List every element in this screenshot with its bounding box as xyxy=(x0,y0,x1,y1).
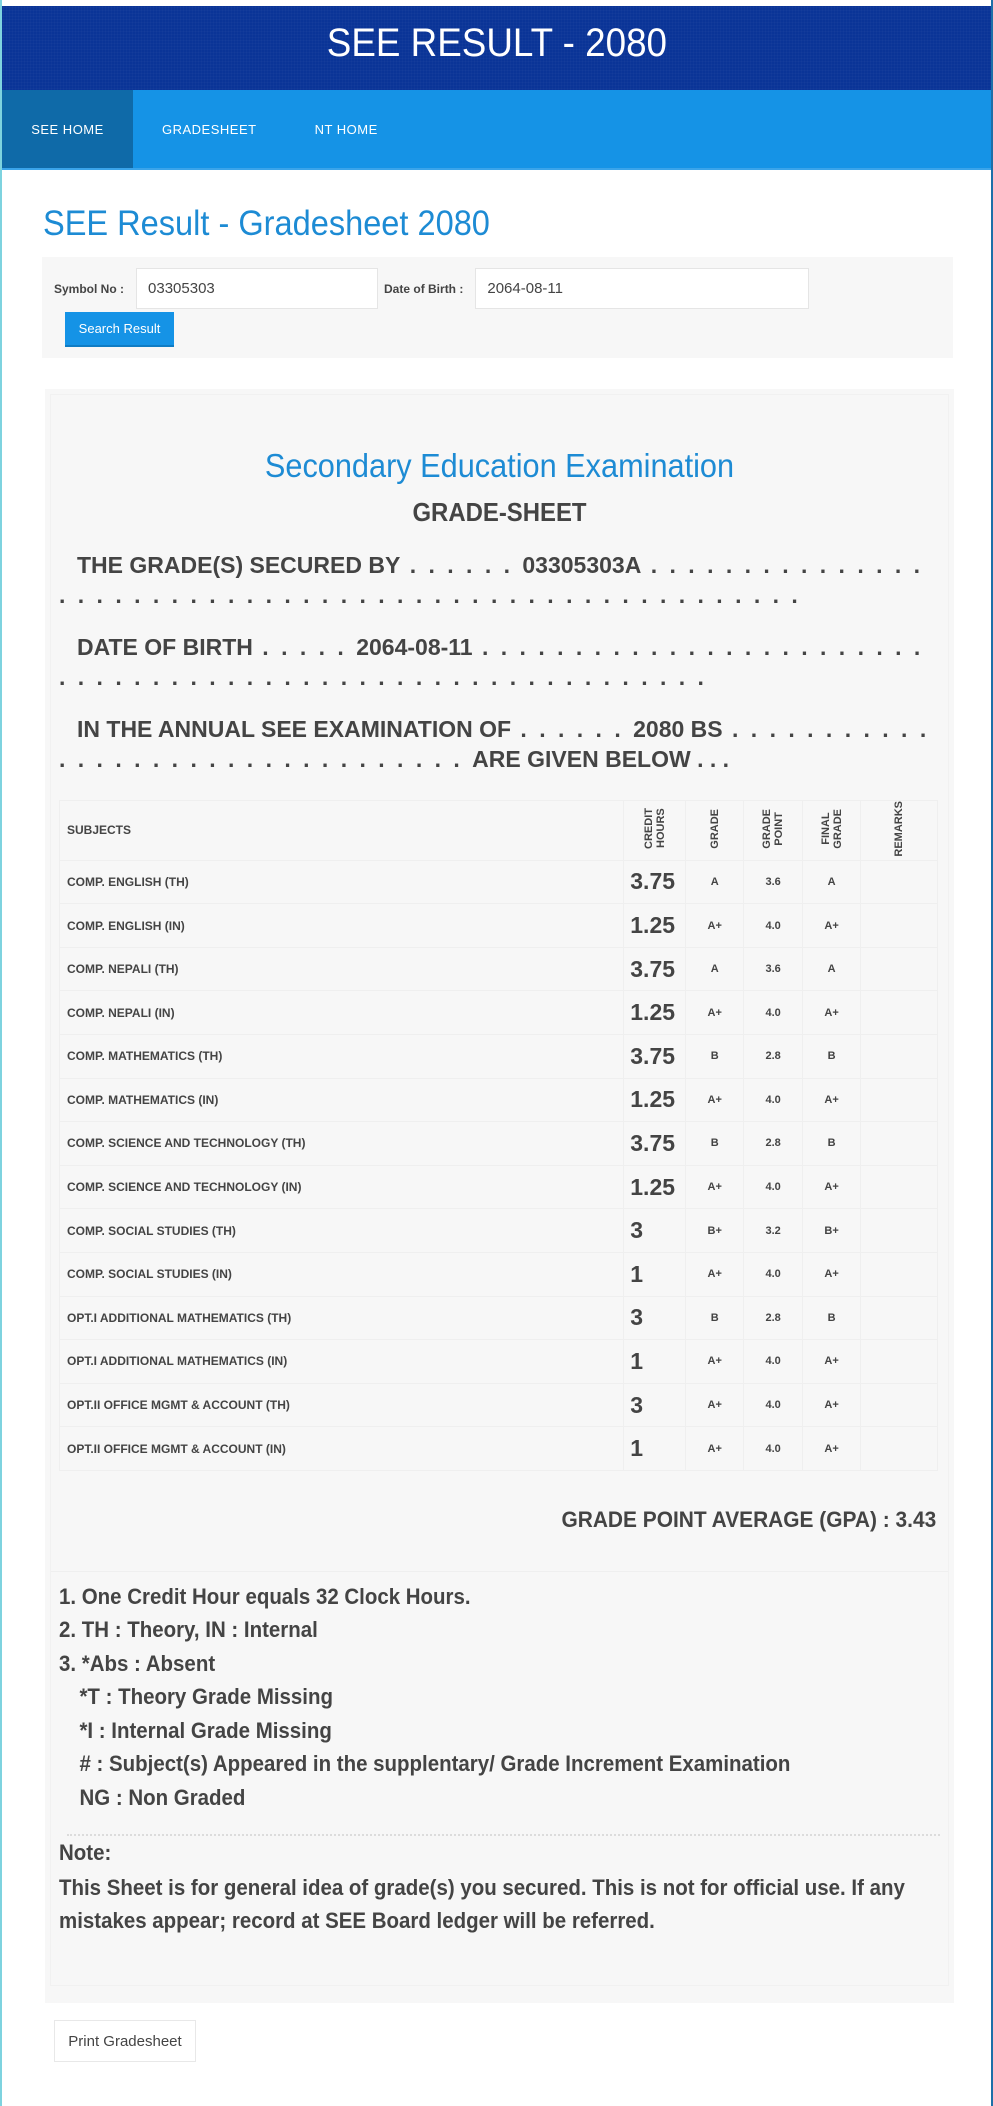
subject-cell: OPT.II OFFICE MGMT & ACCOUNT (TH) xyxy=(60,1383,624,1427)
subject-cell: COMP. NEPALI (TH) xyxy=(60,947,624,991)
legend-item: 2. TH : Theory, IN : Internal xyxy=(59,1617,318,1643)
grade-cell: B xyxy=(686,1035,744,1079)
grade-cell: A+ xyxy=(686,1252,744,1296)
table-row xyxy=(60,1296,938,1340)
credit-hours-cell: 3.75 xyxy=(624,947,686,991)
grade-point-cell: 2.8 xyxy=(744,1296,803,1340)
secured-by-value: 03305303A xyxy=(522,552,642,578)
credit-hours-cell: 3.75 xyxy=(624,1035,686,1079)
grade-point-cell: 2.8 xyxy=(744,1122,803,1166)
gpa-value: 3.43 xyxy=(895,1506,937,1532)
grade-point-cell: 4.0 xyxy=(744,1078,803,1122)
final-grade-cell: A+ xyxy=(803,1078,861,1122)
remarks-cell xyxy=(861,1165,938,1209)
grade-cell: A+ xyxy=(686,904,744,948)
subject-cell: COMP. MATHEMATICS (TH) xyxy=(60,1035,624,1079)
table-row xyxy=(60,1165,938,1209)
final-grade-cell: B xyxy=(803,1122,861,1166)
grade-point-cell: 2.8 xyxy=(744,1035,803,1079)
subject-cell: COMP. MATHEMATICS (IN) xyxy=(60,1078,624,1122)
credit-hours-cell: 3 xyxy=(624,1383,686,1427)
credit-hours-cell: 3 xyxy=(624,1209,686,1253)
legend-item: *I : Internal Grade Missing xyxy=(79,1717,332,1743)
remarks-cell xyxy=(861,1078,938,1122)
legend-divider xyxy=(51,1571,948,1572)
search-form xyxy=(42,257,953,358)
subject-cell: COMP. ENGLISH (IN) xyxy=(60,904,624,948)
nav-item-gradesheet[interactable]: GRADESHEET xyxy=(162,121,257,137)
note-heading: Note: xyxy=(59,1840,112,1866)
table-row xyxy=(60,860,938,904)
table-row xyxy=(60,1252,938,1296)
search-result-button[interactable]: Search Result xyxy=(65,312,174,347)
subject-cell: COMP. SOCIAL STUDIES (IN) xyxy=(60,1252,624,1296)
col-header-grade: GRADE xyxy=(686,801,744,861)
legend-item: 1. One Credit Hour equals 32 Clock Hours. xyxy=(59,1583,471,1609)
exam-statement-suffix: ARE GIVEN BELOW . . . xyxy=(472,746,730,772)
grade-point-cell: 3.6 xyxy=(744,860,803,904)
gpa-label: GRADE POINT AVERAGE (GPA) : xyxy=(561,1506,890,1532)
gradesheet-panel xyxy=(45,389,954,2003)
final-grade-cell: A xyxy=(803,947,861,991)
grade-point-cell: 3.6 xyxy=(744,947,803,991)
dob-statement: DATE OF BIRTH . . . . . 2064-08-11 . . . . . . . . . . . . . . . . . . . . . . . . . . . . . . . . . . . . . . . . . . . . . . . . . . . . . . . . . . . xyxy=(59,634,924,690)
remarks-cell xyxy=(861,1383,938,1427)
grades-table-body xyxy=(60,860,938,1470)
legend-item: *T : Theory Grade Missing xyxy=(79,1684,333,1710)
remarks-cell xyxy=(861,1252,938,1296)
subject-cell: OPT.I ADDITIONAL MATHEMATICS (TH) xyxy=(60,1296,624,1340)
symbol-no-input[interactable] xyxy=(136,268,378,309)
grade-point-cell: 4.0 xyxy=(744,1340,803,1384)
final-grade-cell: A+ xyxy=(803,1252,861,1296)
grade-cell: A+ xyxy=(686,1383,744,1427)
nav-item-see-home[interactable]: SEE HOME xyxy=(2,90,133,168)
main-navbar xyxy=(2,90,991,170)
credit-hours-cell: 3 xyxy=(624,1296,686,1340)
legend-item: NG : Non Graded xyxy=(79,1784,246,1810)
grade-cell: A xyxy=(686,947,744,991)
grade-cell: A+ xyxy=(686,1340,744,1384)
table-row xyxy=(60,1340,938,1384)
secured-by-label: THE GRADE(S) SECURED BY xyxy=(77,552,401,578)
subject-cell: OPT.I ADDITIONAL MATHEMATICS (IN) xyxy=(60,1340,624,1384)
nav-item-nt-home[interactable]: NT HOME xyxy=(314,121,378,137)
grade-point-cell: 4.0 xyxy=(744,1427,803,1471)
subject-cell: OPT.II OFFICE MGMT & ACCOUNT (IN) xyxy=(60,1427,624,1471)
grade-cell: A+ xyxy=(686,1427,744,1471)
gpa-summary xyxy=(103,1507,940,1533)
dob-statement-value: 2064-08-11 xyxy=(356,634,473,660)
exam-statement-value: 2080 BS xyxy=(633,716,723,742)
site-title: SEE RESULT - 2080 xyxy=(326,20,667,65)
credit-hours-cell: 1 xyxy=(624,1252,686,1296)
note-divider xyxy=(67,1834,940,1836)
final-grade-cell: B xyxy=(803,1296,861,1340)
remarks-cell xyxy=(861,1209,938,1253)
grades-table xyxy=(59,800,938,1471)
credit-hours-cell: 1 xyxy=(624,1427,686,1471)
grade-point-cell: 4.0 xyxy=(744,1252,803,1296)
credit-hours-cell: 3.75 xyxy=(624,1122,686,1166)
subject-cell: COMP. SOCIAL STUDIES (TH) xyxy=(60,1209,624,1253)
table-row xyxy=(60,1383,938,1427)
col-header-final-grade: FINAL GRADE xyxy=(803,801,861,861)
legend-list xyxy=(59,1580,940,1815)
table-row xyxy=(60,904,938,948)
grades-table-header xyxy=(60,801,938,861)
legend-item: 3. *Abs : Absent xyxy=(59,1650,216,1676)
table-row xyxy=(60,1035,938,1079)
table-row xyxy=(60,1122,938,1166)
remarks-cell xyxy=(861,1427,938,1471)
page-title: SEE Result - Gradesheet 2080 xyxy=(43,204,490,243)
exam-title: Secondary Education Examination xyxy=(264,447,735,484)
subject-cell: COMP. NEPALI (IN) xyxy=(60,991,624,1035)
gradesheet-title: GRADE-SHEET xyxy=(412,497,587,527)
grade-cell: A+ xyxy=(686,1165,744,1209)
dob-input[interactable] xyxy=(475,268,809,309)
final-grade-cell: A+ xyxy=(803,1165,861,1209)
exam-statement: IN THE ANNUAL SEE EXAMINATION OF . . . . . . 2080 BS . . . . . . . . . . . . . . . . . . . . . . . . . . . . . . . . . ARE GIVEN BELOW . . . xyxy=(59,716,930,772)
dob-statement-label: DATE OF BIRTH xyxy=(77,634,253,660)
grade-point-cell: 4.0 xyxy=(744,991,803,1035)
grade-cell: B xyxy=(686,1122,744,1166)
final-grade-cell: A+ xyxy=(803,1340,861,1384)
grade-cell: A xyxy=(686,860,744,904)
exam-statement-label: IN THE ANNUAL SEE EXAMINATION OF xyxy=(77,716,512,742)
remarks-cell xyxy=(861,904,938,948)
col-header-remarks: REMARKS xyxy=(861,801,938,861)
grade-point-cell: 4.0 xyxy=(744,904,803,948)
final-grade-cell: B+ xyxy=(803,1209,861,1253)
col-header-subjects: SUBJECTS xyxy=(60,801,624,861)
remarks-cell xyxy=(861,1340,938,1384)
grade-cell: A+ xyxy=(686,991,744,1035)
remarks-cell xyxy=(861,1035,938,1079)
table-row xyxy=(60,1078,938,1122)
header-banner xyxy=(2,6,991,90)
credit-hours-cell: 1.25 xyxy=(624,904,686,948)
credit-hours-cell: 1.25 xyxy=(624,1078,686,1122)
remarks-cell xyxy=(861,991,938,1035)
credit-hours-cell: 1 xyxy=(624,1340,686,1384)
grade-cell: B xyxy=(686,1296,744,1340)
table-row xyxy=(60,1427,938,1471)
credit-hours-cell: 1.25 xyxy=(624,1165,686,1209)
remarks-cell xyxy=(861,947,938,991)
subject-cell: COMP. SCIENCE AND TECHNOLOGY (IN) xyxy=(60,1165,624,1209)
final-grade-cell: B xyxy=(803,1035,861,1079)
subject-cell: COMP. ENGLISH (TH) xyxy=(60,860,624,904)
final-grade-cell: A+ xyxy=(803,904,861,948)
final-grade-cell: A+ xyxy=(803,1427,861,1471)
legend-item: # : Subject(s) Appeared in the supplentary/ Grade Increment Examination xyxy=(79,1751,791,1777)
remarks-cell xyxy=(861,1296,938,1340)
credit-hours-cell: 1.25 xyxy=(624,991,686,1035)
final-grade-cell: A xyxy=(803,860,861,904)
col-header-credit-hours: CREDIT HOURS xyxy=(624,801,686,861)
final-grade-cell: A+ xyxy=(803,991,861,1035)
print-gradesheet-button[interactable]: Print Gradesheet xyxy=(54,2020,196,2062)
remarks-cell xyxy=(861,860,938,904)
secured-by-statement: THE GRADE(S) SECURED BY . . . . . . 03305303A . . . . . . . . . . . . . . . . . . . . . . . . . . . . . . . . . . . . . . . . . . . . . . . . . . . . . . . xyxy=(59,552,924,608)
remarks-cell xyxy=(861,1122,938,1166)
grade-point-cell: 4.0 xyxy=(744,1383,803,1427)
table-row xyxy=(60,991,938,1035)
col-header-grade-point: GRADE POINT xyxy=(744,801,803,861)
subject-cell: COMP. SCIENCE AND TECHNOLOGY (TH) xyxy=(60,1122,624,1166)
credit-hours-cell: 3.75 xyxy=(624,860,686,904)
table-row xyxy=(60,1209,938,1253)
grade-point-cell: 3.2 xyxy=(744,1209,803,1253)
grade-cell: A+ xyxy=(686,1078,744,1122)
grade-cell: B+ xyxy=(686,1209,744,1253)
symbol-no-label: Symbol No : xyxy=(54,281,125,296)
grade-point-cell: 4.0 xyxy=(744,1165,803,1209)
note-text: This Sheet is for general idea of grade(s) you secured. This is not for official use. If any mistakes appear; record at SEE Board ledger will be referred. xyxy=(59,1875,905,1934)
table-row xyxy=(60,947,938,991)
dob-label: Date of Birth : xyxy=(384,281,464,296)
final-grade-cell: A+ xyxy=(803,1383,861,1427)
main-content xyxy=(2,203,991,2062)
